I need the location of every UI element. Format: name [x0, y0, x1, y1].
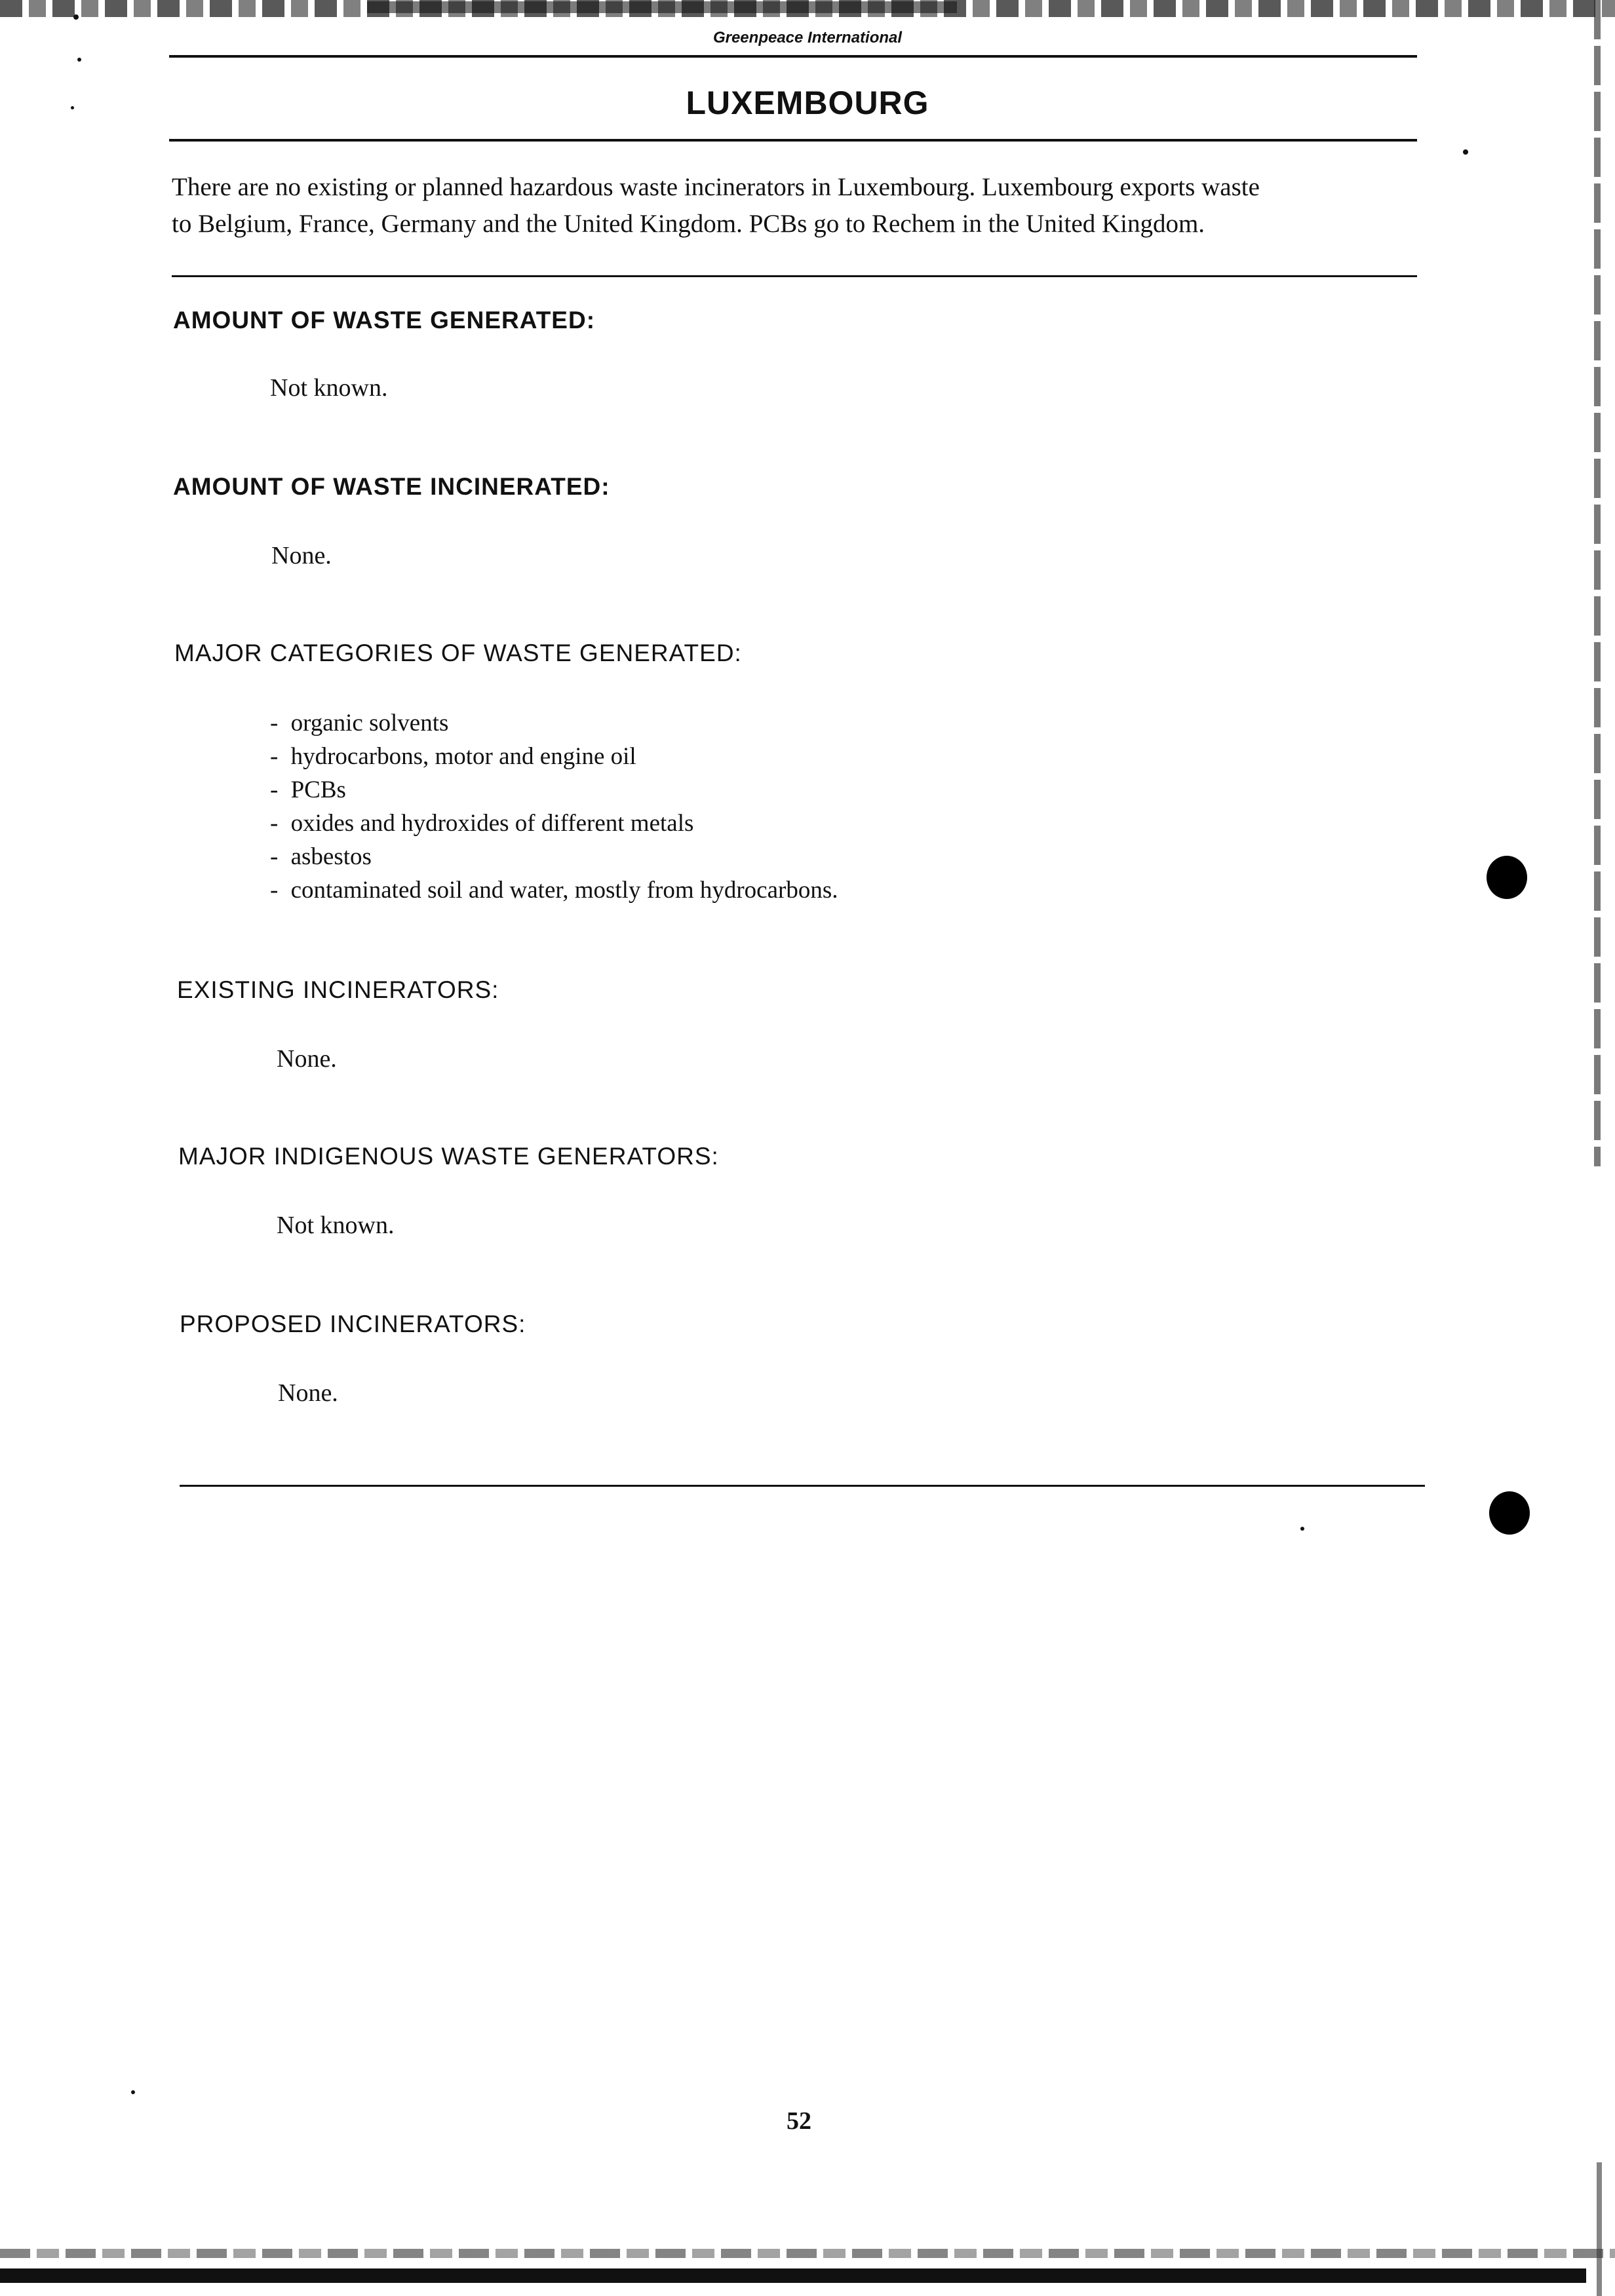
existing-incinerators-value: None.: [277, 1045, 337, 1073]
intro-rule: [172, 275, 1417, 277]
speck: [131, 2090, 135, 2094]
list-item: - oxides and hydroxides of different metals: [270, 807, 838, 840]
major-categories-heading: MAJOR CATEGORIES OF WASTE GENERATED:: [174, 640, 742, 666]
scan-edge-bottom-dark: [0, 2268, 1586, 2283]
speck: [1300, 1527, 1304, 1531]
punch-hole: [1487, 856, 1527, 899]
list-item: - organic solvents: [270, 706, 838, 740]
intro-line-1: There are no existing or planned hazardous waste incinerators in Luxembourg. Luxembourg exports waste: [172, 173, 1260, 201]
scan-edge-right: [1594, 0, 1601, 1166]
amount-incinerated-heading: AMOUNT OF WASTE INCINERATED:: [173, 473, 610, 500]
speck: [1463, 149, 1468, 155]
amount-incinerated-value: None.: [271, 542, 332, 569]
intro-line-2: to Belgium, France, Germany and the United Kingdom. PCBs go to Rechem in the United Kingdom.: [172, 210, 1205, 238]
speck: [77, 58, 81, 62]
list-item: - asbestos: [270, 840, 838, 873]
publisher-header: Greenpeace International: [712, 29, 903, 47]
scan-edge-bottom: [0, 2249, 1615, 2258]
proposed-incinerators-heading: PROPOSED INCINERATORS:: [180, 1311, 526, 1337]
proposed-incinerators-value: None.: [278, 1379, 338, 1407]
scan-edge-right-lower: [1597, 2162, 1602, 2296]
existing-incinerators-heading: EXISTING INCINERATORS:: [177, 976, 499, 1003]
list-item: - contaminated soil and water, mostly from hydrocarbons.: [270, 873, 838, 907]
amount-generated-heading: AMOUNT OF WASTE GENERATED:: [173, 307, 596, 334]
closing-rule: [180, 1485, 1425, 1487]
header-rule: [169, 55, 1417, 58]
speck: [73, 14, 79, 20]
intro-paragraph: [172, 169, 1417, 242]
waste-categories-list: [270, 706, 838, 907]
page-title: LUXEMBOURG: [686, 85, 929, 121]
amount-generated-value: Not known.: [270, 374, 388, 402]
scan-edge-top-dark: [367, 1, 957, 13]
major-generators-value: Not known.: [277, 1212, 395, 1239]
page-number: 52: [787, 2107, 811, 2135]
list-item: - PCBs: [270, 773, 838, 807]
list-item: - hydrocarbons, motor and engine oil: [270, 740, 838, 773]
punch-hole: [1489, 1491, 1530, 1535]
major-generators-heading: MAJOR INDIGENOUS WASTE GENERATORS:: [178, 1143, 719, 1170]
title-rule: [169, 139, 1417, 142]
